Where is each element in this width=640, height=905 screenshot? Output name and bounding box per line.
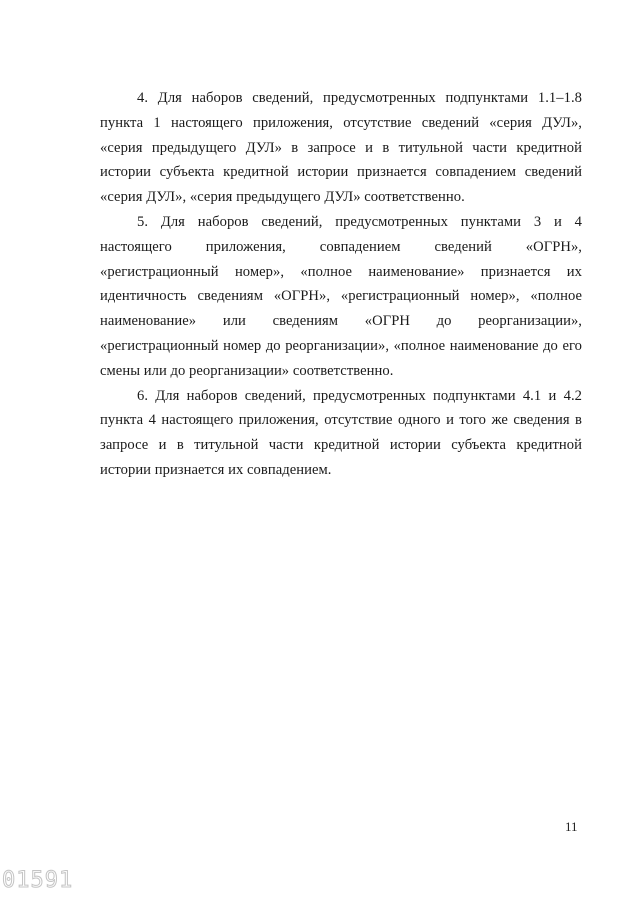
paragraph-6: 6. Для наборов сведений, предусмотренных подпунктами 4.1 и 4.2 пункта 4 настоящего приложения, отсутствие одного и того же сведения в запросе и в титульной части кредитной истории субъекта кредитной истории признается их совпадением.: [100, 387, 582, 478]
sheet-stamp-number: 01591: [2, 868, 74, 893]
page-number: 11: [565, 819, 578, 834]
paragraph-5: 5. Для наборов сведений, предусмотренных пунктами 3 и 4 настоящего приложения, совпадением сведений «ОГРН», «регистрационный номер», «полное наименование» признается их идентичность сведениям «ОГРН», «регистрационный номер», «полное наименование» или сведениям «ОГРН до реорганизации», «регистрационный номер до реорганизации», «полное наименование до его смены или до реорганизации» соответственно.: [100, 213, 582, 379]
paragraph-4: 4. Для наборов сведений, предусмотренных подпунктами 1.1–1.8 пункта 1 настоящего приложения, отсутствие сведений «серия ДУЛ», «серия предыдущего ДУЛ» в запросе и в титульной части кредитной истории субъекта кредитной истории признается совпадением сведений «серия ДУЛ», «серия предыдущего ДУЛ» соответственно.: [100, 90, 582, 206]
document-body: [100, 86, 582, 483]
